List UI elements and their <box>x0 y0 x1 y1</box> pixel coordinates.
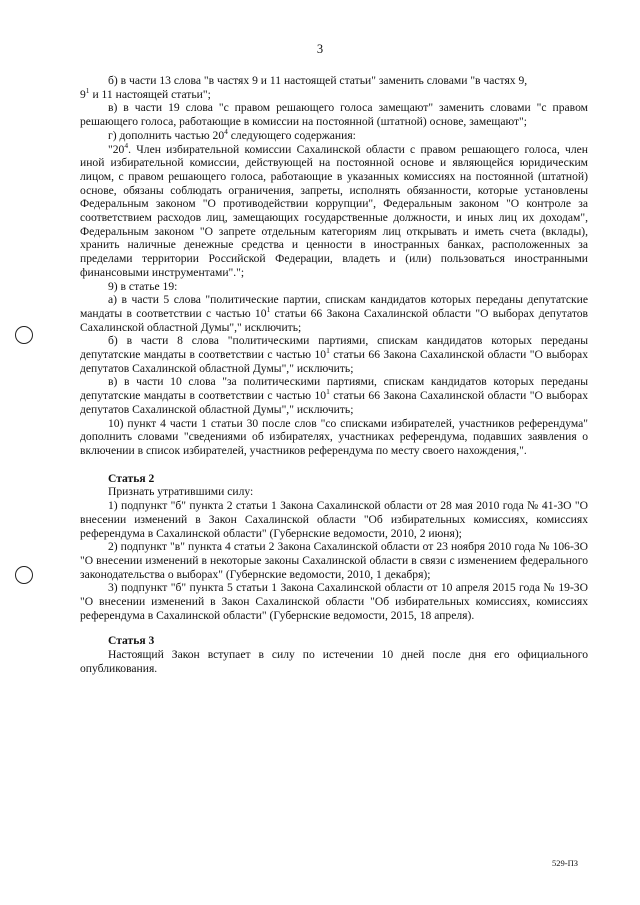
article-heading: Статья 2 <box>108 471 155 485</box>
paragraph: "$20^4$. Член избирательной комиссии Сахалинской области с правом решающего голоса, член иной избирательной комиссии, действующей на постоянной основе и являющейся юридическим лицом, с правом решающего голоса, работающие в указанных комиссиях на постоянной (штатной) основе, обязаны соблюдать ограничения, запреты, исполнять обязанности, которые установлены Федеральным законом "О противодействии коррупции", Федеральным законом "О контроле за соответствием расходов лиц, замещающих государственные должности, и иных лиц их доходам", Федеральным законом "О запрете отдельным категориям лиц открывать и иметь счета (вклады), хранить наличные денежные средства и ценности в иностранных банках, расположенных за пределами территории Российской Федерации, владеть и (или) пользоваться иностранными финансовыми инструментами"."; <box>80 140 588 279</box>
document-body <box>80 74 588 676</box>
list-item: 1) подпункт "б" пункта 2 статьи 1 Закона Сахалинской области от 28 мая 2010 года № 41-ЗО "О внесении изменений в Закон Сахалинской области "Об избирательных комиссиях, комиссиях референдума в Сахалинской области" (Губернские ведомости, 2010, 2 июня); <box>80 499 588 540</box>
paragraph: б) в части 13 слова "в частях 9 и 11 настоящей статьи" заменить словами "в частях 9, $9^1$ и 11 настоящей статьи"; <box>80 74 528 101</box>
list-item: 3) подпункт "б" пункта 5 статьи 1 Закона Сахалинской области от 10 апреля 2015 года № 19-ЗО "О внесении изменений в Закон Сахалинской области "Об избирательных комиссиях, комиссиях референдума в Сахалинской области" (Губернские ведомости, 2015, 18 апреля). <box>80 581 588 622</box>
paragraph: б) в части 8 слова "политическими партиями, спискам кандидатов которых переданы депутатские мандаты в соответствии с частью $10^1$ статьи 66 Закона Сахалинской области "О выборах депутатов Сахалинской областной Думы"," исключить; <box>80 334 588 375</box>
list-item: 2) подпункт "в" пункта 4 статьи 2 Закона Сахалинской области от 23 ноября 2010 года № 106-ЗО "О внесении изменений в некоторые законы Сахалинской области в связи с изменением федерального законодательства о выборах" (Губернские ведомости, 2010, 1 декабря); <box>80 540 588 581</box>
page-number: 3 <box>316 42 324 56</box>
punch-hole-icon <box>15 566 33 584</box>
paragraph: г) дополнить частью $20^4$ следующего содержания: <box>108 126 356 142</box>
paragraph: 10) пункт 4 части 1 статьи 30 после слов "со списками избирателей, участников референдума" дополнить словами "сведениями об избирателях, участниках референдума, подавших заявления о включении в список избирателей, участников референдума по месту своего нахождения,". <box>80 416 588 457</box>
paragraph: Настоящий Закон вступает в силу по истечении 10 дней после дня его официального опубликования. <box>80 648 588 675</box>
paragraph: 9) в статье 19: <box>108 279 178 293</box>
article-heading: Статья 3 <box>108 634 155 648</box>
paragraph: а) в части 5 слова "политические партии, спискам кандидатов которых переданы депутатские мандаты в соответствии с частью $10^1$ статьи 66 Закона Сахалинской области "О выборах депутатов Сахалинской областной Думы"," исключить; <box>80 293 589 334</box>
document-code: 529-ПЗ <box>552 858 578 868</box>
paragraph: Признать утратившими силу: <box>108 485 254 499</box>
paragraph: в) в части 10 слова "за политическими партиями, спискам кандидатов которых переданы депутатские мандаты в соответствии с частью $10^1$ статьи 66 Закона Сахалинской области "О выборах депутатов Сахалинской областной Думы"," исключить; <box>80 375 588 416</box>
paragraph: в) в части 19 слова "с правом решающего голоса замещают" заменить словами "с правом решающего голоса, работающие в комиссии на постоянной (штатной) основе, замещают"; <box>80 101 588 129</box>
punch-hole-icon <box>15 326 33 344</box>
